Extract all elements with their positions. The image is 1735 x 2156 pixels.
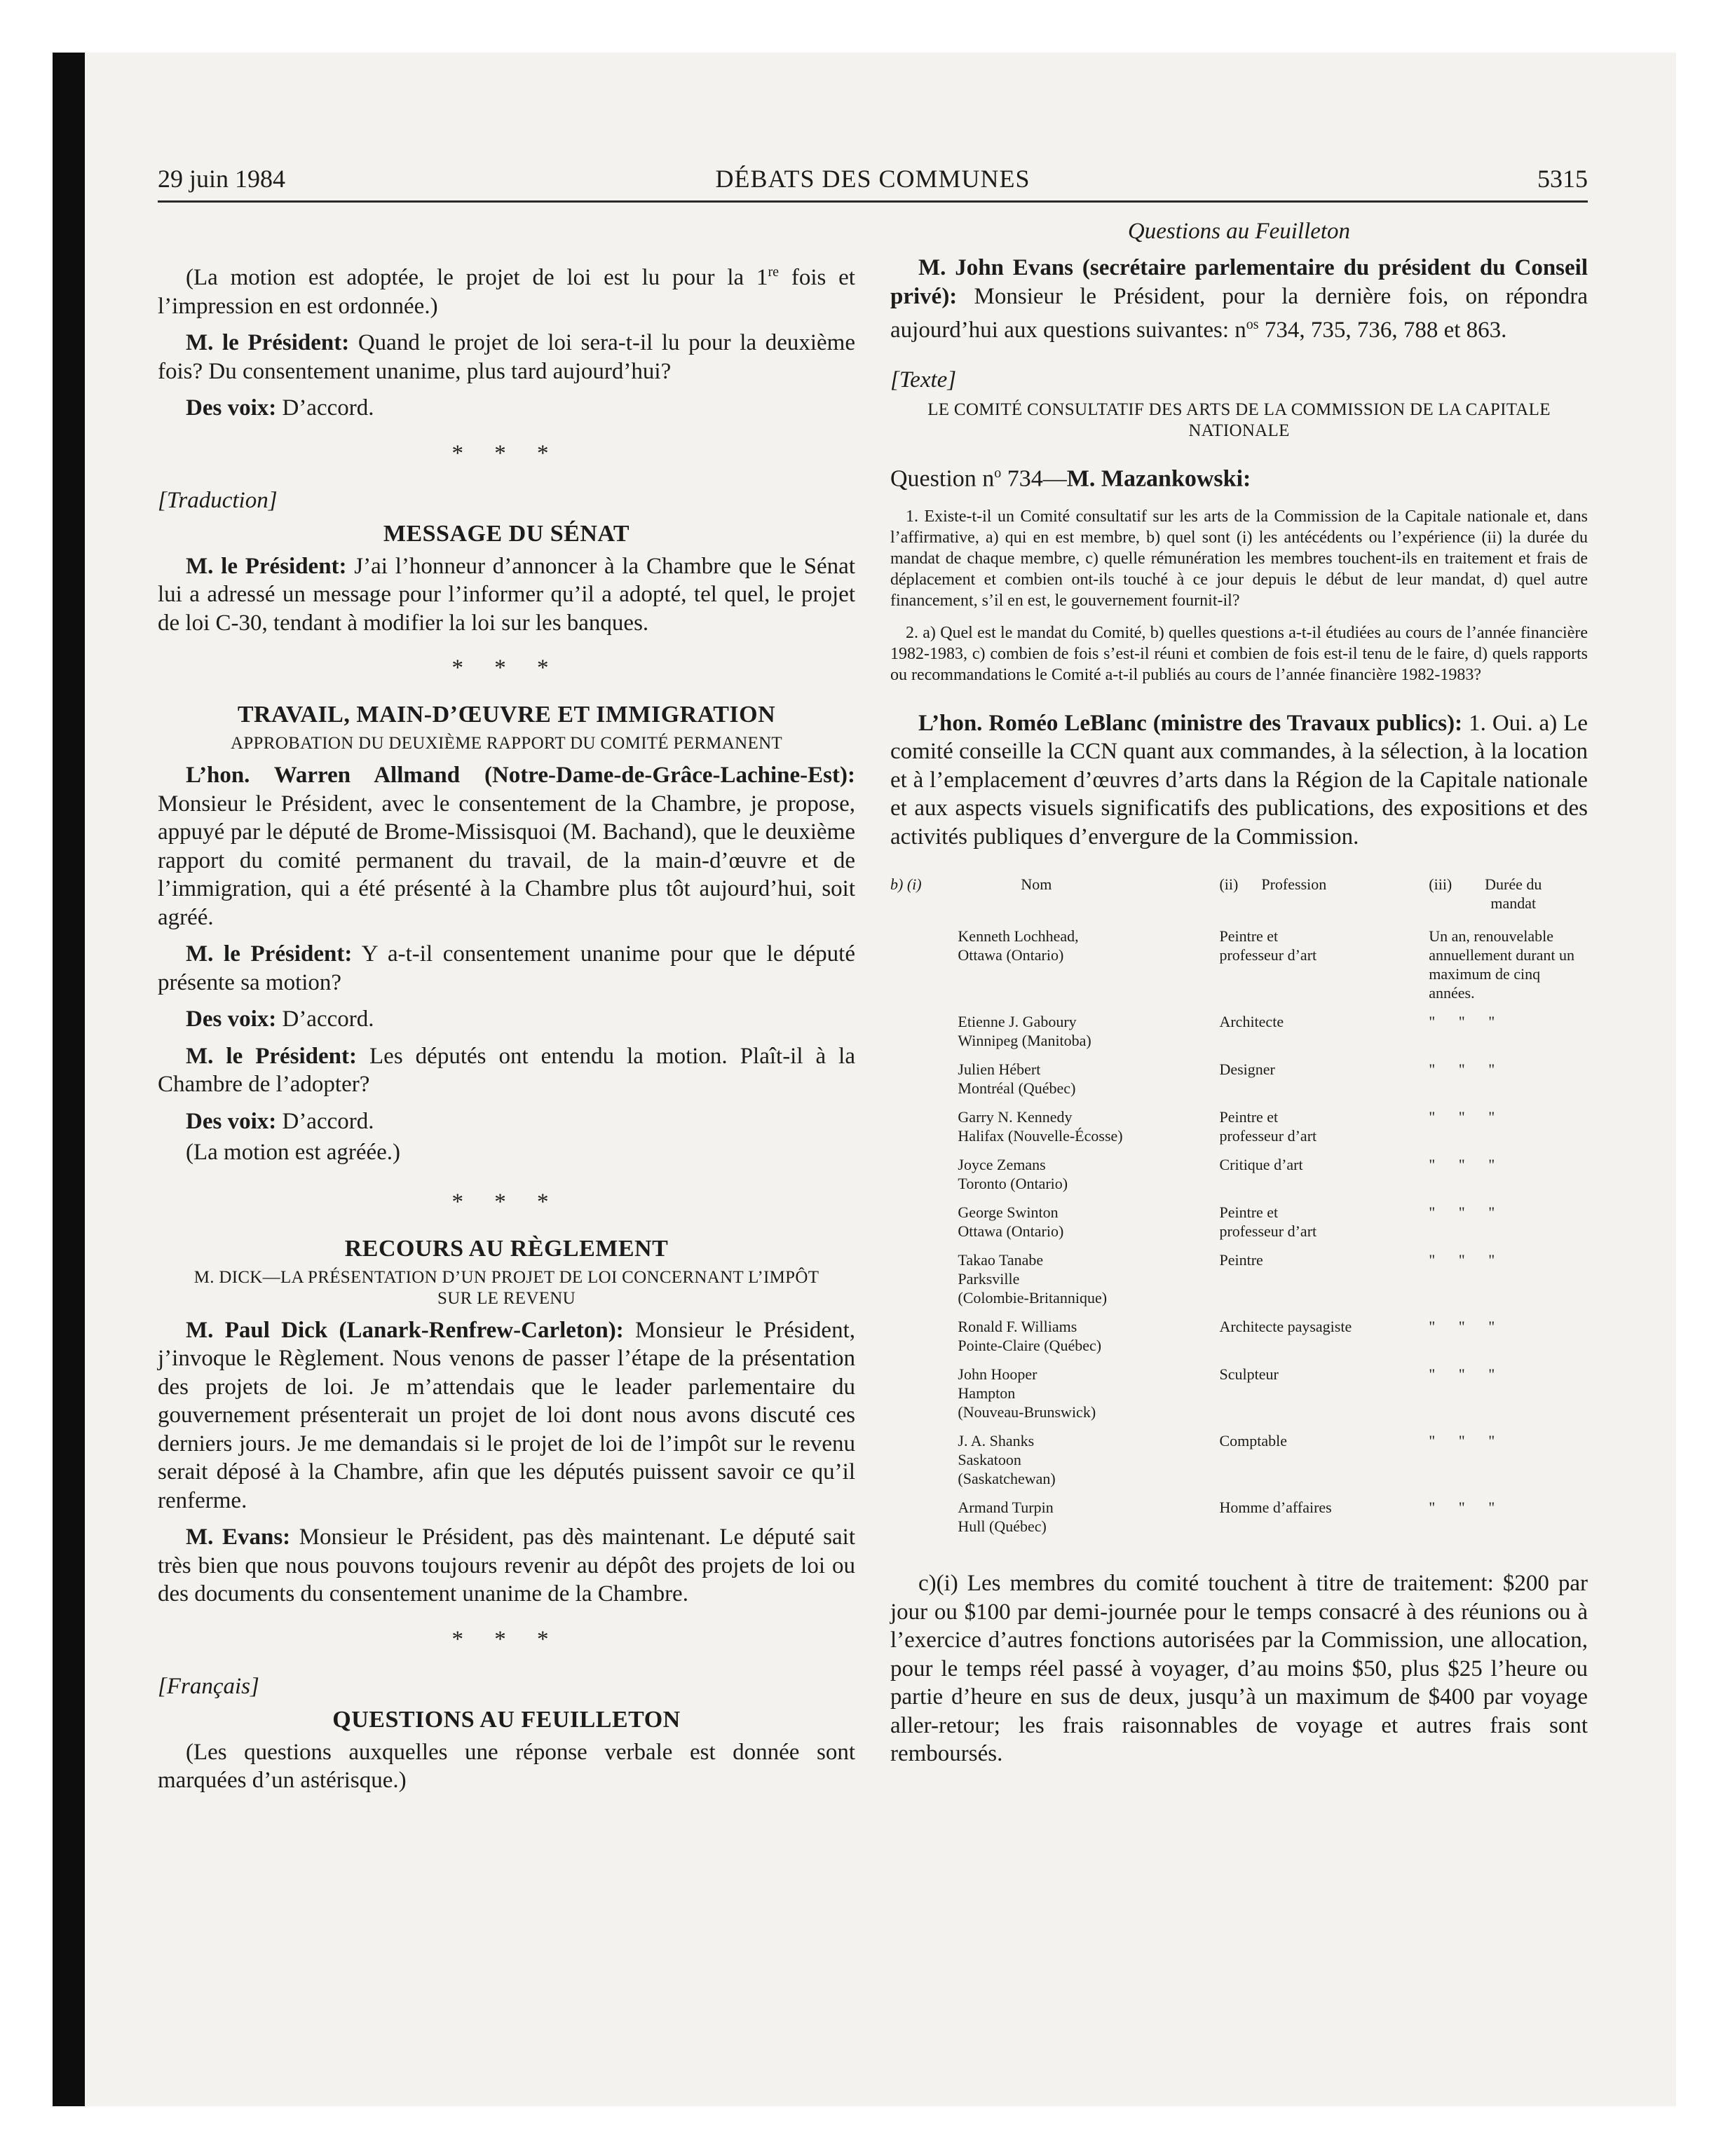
members-table bbox=[890, 875, 1588, 1546]
member-profession: Peintre et professeur d’art bbox=[1219, 927, 1317, 964]
section-heading: RECOURS AU RÈGLEMENT bbox=[344, 1235, 669, 1262]
column-header: (ii) Profession bbox=[1219, 875, 1327, 894]
table-cell-blank bbox=[890, 1012, 958, 1060]
member-term: " " " bbox=[1429, 1251, 1505, 1269]
page-header bbox=[158, 161, 1588, 203]
section-separator: * * * bbox=[451, 1189, 562, 1215]
paragraph: M. le Président: Les députés ont entendu la motion. Plaît-il à la Chambre de l’adopter? bbox=[158, 1043, 855, 1097]
column-header: Nom bbox=[1021, 875, 1052, 894]
section-title: Questions au Feuilleton bbox=[1127, 219, 1351, 244]
paragraph: L’hon. Warren Allmand (Notre-Dame-de-Grâce-Lachine-Est): Monsieur le Président, avec le consentement de la Chambre, je propose, appuyé par le député de Brome-Missisquoi (M. Bachand), que le deuxième rapport du comité permanent du travail, de la main-d’œuvre et de l’immigration, qui a été présenté à la Chambre plus tôt aujourd’hui, soit agréé. bbox=[158, 763, 855, 930]
question-heading: Question $n^o$ 734—M. Mazankowski: bbox=[890, 465, 1251, 491]
member-profession: Peintre bbox=[1219, 1251, 1263, 1269]
member-name: Ronald F. Williams Pointe-Claire (Québec) bbox=[958, 1318, 1102, 1355]
language-tag: [Traduction] bbox=[158, 487, 278, 513]
table-cell-blank bbox=[890, 1107, 958, 1155]
member-name: Garry N. Kennedy Halifax (Nouvelle-Écosse) bbox=[958, 1108, 1123, 1145]
section-separator: * * * bbox=[451, 655, 562, 681]
member-profession: Designer bbox=[1219, 1060, 1275, 1079]
paragraph: M. le Président: Quand le projet de loi sera-t-il lu pour la deuxième fois? Du consentement unanime, plus tard aujourd’hui? bbox=[158, 330, 855, 384]
table-cell-blank bbox=[890, 1498, 958, 1546]
table-cell-blank bbox=[890, 1155, 958, 1203]
member-profession: Architecte bbox=[1219, 1013, 1284, 1031]
member-name: Joyce Zemans Toronto (Ontario) bbox=[958, 1156, 1068, 1193]
paragraph: M. Evans: Monsieur le Président, pas dès maintenant. Le député sait très bien que nous pouvons toujours revenir au dépôt des projets de loi ou des documents du consentement unanime de la Chambre. bbox=[158, 1524, 855, 1606]
member-name: Etienne J. Gaboury Winnipeg (Manitoba) bbox=[958, 1013, 1091, 1050]
member-profession: Critique d’art bbox=[1219, 1156, 1303, 1174]
table-cell-blank bbox=[890, 1317, 958, 1365]
table-cell-blank bbox=[890, 1060, 958, 1107]
header-page-number: 5315 bbox=[1537, 165, 1588, 193]
paragraph: M. John Evans (secrétaire parlementaire du président du Conseil privé): Monsieur le Président, pour la dernière fois, on répondra aujourd’hui aux questions suivantes: $n^{os}$ 734, 735, 736, 788 et 863. bbox=[890, 255, 1588, 343]
section-separator: * * * bbox=[451, 440, 562, 466]
column-header: (iii) Durée du mandat bbox=[1429, 875, 1542, 913]
section-heading: QUESTIONS AU FEUILLETON bbox=[332, 1706, 681, 1733]
section-heading: MESSAGE DU SÉNAT bbox=[383, 520, 630, 547]
member-name: George Swinton Ottawa (Ontario) bbox=[958, 1203, 1064, 1241]
member-profession: Sculpteur bbox=[1219, 1365, 1279, 1384]
language-tag: [Français] bbox=[158, 1673, 259, 1699]
section-subheading: LE COMITÉ CONSULTATIF DES ARTS DE LA COMMISSION DE LA CAPITALE NATIONALE bbox=[927, 400, 1551, 440]
table-row bbox=[890, 1107, 1588, 1155]
table-cell-blank bbox=[890, 1365, 958, 1431]
table-row bbox=[890, 1317, 1588, 1365]
table-row bbox=[890, 927, 1588, 1012]
table-row bbox=[890, 1155, 1588, 1203]
member-name: Armand Turpin Hull (Québec) bbox=[958, 1499, 1054, 1536]
paragraph: (La motion est agréée.) bbox=[186, 1140, 401, 1165]
member-term: " " " bbox=[1429, 1013, 1505, 1031]
paragraph: M. le Président: Y a-t-il consentement unanime pour que le député présente sa motion? bbox=[158, 941, 855, 995]
member-profession: Comptable bbox=[1219, 1432, 1288, 1450]
member-name: Takao Tanabe Parksville (Colombie-Britannique) bbox=[958, 1251, 1108, 1307]
table-body bbox=[890, 927, 1588, 1546]
paragraph: Des voix: D’accord. bbox=[186, 1108, 374, 1134]
table-cell-blank bbox=[890, 927, 958, 1012]
paragraph: M. le Président: J’ai l’honneur d’annoncer à la Chambre que le Sénat lui a adressé un message pour l’informer qu’il a adopté, tel quel, le projet de loi C-30, tendant à modifier la loi sur les banques. bbox=[158, 553, 855, 636]
member-profession: Architecte paysagiste bbox=[1219, 1318, 1352, 1336]
right-column bbox=[890, 217, 1588, 1777]
table-header-row bbox=[890, 875, 1588, 927]
member-term: " " " bbox=[1429, 1156, 1505, 1174]
member-term: " " " bbox=[1429, 1365, 1505, 1384]
column-header: b) (i) bbox=[890, 875, 922, 894]
section-separator: * * * bbox=[451, 1626, 562, 1652]
member-term: " " " bbox=[1429, 1432, 1505, 1450]
scan-edge bbox=[53, 53, 85, 2106]
member-term: " " " bbox=[1429, 1108, 1505, 1126]
member-term: Un an, renouvelable annuellement durant un maximum de cinq années. bbox=[1429, 927, 1574, 1002]
language-tag: [Texte] bbox=[890, 367, 957, 393]
member-profession: Peintre et professeur d’art bbox=[1219, 1108, 1317, 1145]
table-row bbox=[890, 1203, 1588, 1250]
member-name: Julien Hébert Montréal (Québec) bbox=[958, 1060, 1076, 1098]
member-term: " " " bbox=[1429, 1060, 1505, 1079]
table-cell-blank bbox=[890, 1203, 958, 1250]
member-name: Kenneth Lochhead, Ottawa (Ontario) bbox=[958, 927, 1079, 964]
paragraph: c)(i) Les membres du comité touchent à titre de traitement: $200 par jour ou $100 par demi-journée pour le temps consacré à des réunions ou à l’exercice d’autres fonctions autorisées par la Commission, une allocation, pour le temps réel passé à voyager, d’au moins $50, plus $25 l’heure ou partie d’heure en sus de deux, jusqu’à un maximum de $400 par voyage aller-retour; les frais raisonnables de voyage et autres frais sont remboursés. bbox=[890, 1571, 1588, 1767]
member-term: " " " bbox=[1429, 1203, 1505, 1222]
left-column bbox=[158, 217, 855, 1803]
paragraph: Des voix: D’accord. bbox=[186, 1007, 374, 1032]
table-row bbox=[890, 1498, 1588, 1546]
paragraph: (La motion est adoptée, le projet de loi est lu pour la 1re fois et l’impression en est ordonnée.) bbox=[158, 264, 855, 319]
paragraph: Des voix: D’accord. bbox=[186, 395, 374, 421]
table-cell-blank bbox=[890, 1250, 958, 1317]
paragraph: (Les questions auxquelles une réponse verbale est donnée sont marquées d’un astérisque.) bbox=[158, 1739, 855, 1793]
question-text: 2. a) Quel est le mandat du Comité, b) quelles questions a-t-il étudiées au cours de l’année financière 1982-1983, c) combien de fois s’est-il réuni et combien de fois est-il tenu de le faire, d) quels rapports ou recommandations le Comité a-t-il publiés au cours de l’année financière 1982-1983? bbox=[890, 623, 1588, 684]
question-text: 1. Existe-t-il un Comité consultatif sur les arts de la Commission de la Capitale nationale et, dans l’affirmative, a) qui en est membre, b) quel sont (i) les antécédents ou l’expérience (ii) la durée du mandat de chaque membre, c) quelle rémunération les membres touchent-ils en traitement et frais de déplacement et combien ont-ils touché à ce jour depuis le début de leur mandat, d) quel autre financement, s’il en est, le gouvernement fournit-il? bbox=[890, 507, 1588, 610]
section-subheading: M. DICK—LA PRÉSENTATION D’UN PROJET DE LOI CONCERNANT L’IMPÔT SUR LE REVENU bbox=[193, 1267, 819, 1308]
table-row bbox=[890, 1365, 1588, 1431]
member-term: " " " bbox=[1429, 1318, 1505, 1336]
header-date: 29 juin 1984 bbox=[158, 165, 286, 193]
member-term: " " " bbox=[1429, 1499, 1505, 1517]
table-row bbox=[890, 1060, 1588, 1107]
member-profession: Peintre et professeur d’art bbox=[1219, 1203, 1317, 1241]
table-row bbox=[890, 1012, 1588, 1060]
table-row bbox=[890, 1431, 1588, 1498]
table-cell-blank bbox=[890, 1431, 958, 1498]
member-name: John Hooper Hampton (Nouveau-Brunswick) bbox=[958, 1365, 1096, 1421]
member-name: J. A. Shanks Saskatoon (Saskatchewan) bbox=[958, 1432, 1056, 1488]
answer-paragraph: L’hon. Roméo LeBlanc (ministre des Travaux publics): 1. Oui. a) Le comité conseille la CCN quant aux commandes, à la sélection, à la location et à l’emplacement d’œuvres d’arts dans la Région de la Capitale nationale et aux aspects visuels significatifs des publications, des expositions et des activités publiques d’envergure de la Commission. bbox=[890, 710, 1588, 850]
header-title: DÉBATS DES COMMUNES bbox=[715, 165, 1030, 193]
section-heading: TRAVAIL, MAIN-D’ŒUVRE ET IMMIGRATION bbox=[237, 702, 776, 728]
paragraph: M. Paul Dick (Lanark-Renfrew-Carleton): Monsieur le Président, j’invoque le Règlement. Nous venons de passer l’étape de la présentation des projets de loi. Je m’attendais que le leader parlementaire du gouvernement présenterait un projet de loi dont nous avons discuté ces derniers jours. Je me demandais si le projet de loi de l’impôt sur le revenu serait déposé à la Chambre, afin que les députés puissent savoir ce qu’il renferme. bbox=[158, 1317, 855, 1513]
table-row bbox=[890, 1250, 1588, 1317]
section-subheading: APPROBATION DU DEUXIÈME RAPPORT DU COMITÉ PERMANENT bbox=[231, 734, 782, 753]
member-profession: Homme d’affaires bbox=[1219, 1499, 1332, 1517]
